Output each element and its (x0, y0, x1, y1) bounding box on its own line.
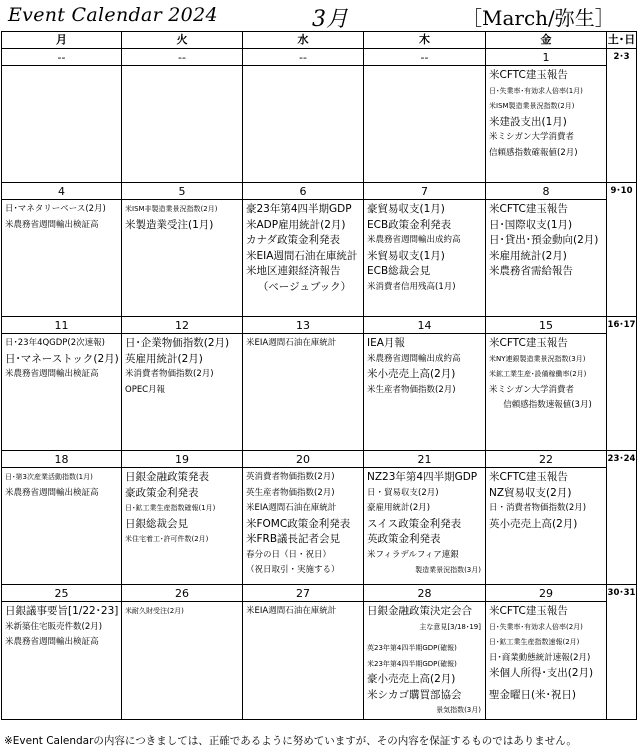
month-name-label: ［March/弥生］ (462, 6, 615, 30)
event-item: 米建設支出(1月) (489, 115, 567, 128)
event-item: 豪23年第4四半期GDP (246, 203, 352, 215)
day-cell (364, 585, 486, 720)
event-item: 米ADP雇用統計(2月) (246, 218, 346, 231)
date-number: -- (243, 49, 363, 66)
event-list (2, 200, 121, 233)
date-number: -- (364, 49, 485, 66)
date-number: 29 (486, 585, 606, 602)
event-item: 日･鉱工業生産指数確報(1月) (125, 504, 216, 512)
event-item: 日･失業率･有効求人倍率(2月) (489, 622, 583, 631)
date-number: 7 (364, 183, 485, 200)
event-item: 豪雇用統計(2月) (367, 503, 431, 513)
event-item: 聖金曜日(米･祝日) (489, 688, 576, 701)
event-item: 米農務省週間輸出成約高 (367, 235, 461, 245)
event-list (122, 602, 242, 620)
event-item: 米農務省需給報告 (489, 265, 573, 277)
day-cell (243, 49, 364, 183)
date-number: 4 (2, 183, 121, 200)
date-number: 26 (122, 585, 242, 602)
event-list (243, 602, 363, 620)
month-label: 3月 (312, 7, 348, 32)
event-list (243, 468, 363, 579)
day-cell (364, 183, 486, 317)
event-item: 米農務省週間輸出検証高 (5, 219, 99, 230)
event-list (122, 200, 242, 233)
calendar-header (0, 0, 638, 32)
event-item: 日銀総裁会見 (125, 517, 188, 530)
day-cell (364, 49, 486, 183)
date-number: 8 (486, 183, 606, 200)
event-item: 日･企業物価指数(2月) (125, 337, 230, 349)
event-item: IEA月報 (367, 337, 405, 349)
event-item: （祝日取引・実施する） (246, 565, 340, 575)
event-item: 米地区連銀経済報告 (246, 265, 341, 277)
event-item: （ベージュブック） (257, 280, 352, 293)
day-cell (486, 317, 607, 451)
event-item: 米消費者物価指数(2月) (125, 369, 214, 379)
calendar-title: Event Calendar 2024 (8, 4, 218, 26)
week-row (2, 317, 637, 451)
week-row (2, 49, 637, 183)
event-item: 米ミシガン大学消費者 (489, 132, 575, 142)
event-item: 米シカゴ購買部協会 (367, 688, 462, 701)
event-list (486, 200, 606, 280)
event-list (364, 602, 485, 719)
date-number: 1 (486, 49, 606, 66)
day-cell (364, 451, 486, 585)
event-item: 米農務省週間輸出成約高 (367, 353, 461, 364)
weekend-cell: 2･3 (607, 49, 637, 183)
event-item: 日･第3次産業活動指数(1月) (5, 473, 93, 481)
day-cell (486, 183, 607, 317)
date-number: 28 (364, 585, 485, 602)
date-number: 20 (243, 451, 363, 468)
event-list (122, 334, 242, 398)
event-list (486, 468, 606, 532)
event-item: 米鉱工業生産･設備稼働率(2月) (489, 370, 587, 378)
date-number: 22 (486, 451, 606, 468)
event-item: 英雇用統計(2月) (125, 352, 203, 365)
event-list (364, 200, 485, 295)
event-item: 米EIA週間石油在庫統計 (246, 338, 337, 348)
event-item: 米FRB議長記者会見 (246, 533, 341, 545)
calendar-grid (1, 31, 637, 720)
event-list (243, 200, 363, 295)
event-item: OPEC月報 (125, 384, 166, 395)
weekday-fri: 金 (486, 32, 607, 49)
day-cell (364, 317, 486, 451)
day-cell (2, 585, 122, 720)
event-item: 日･貸出･預金動向(2月) (489, 234, 599, 246)
event-item: ECB総裁会見 (367, 265, 431, 277)
event-item: 信頼感指数速報値(3月) (503, 400, 592, 410)
disclaimer-footnote: ※Event Calendarの内容につきましては、正確であるように努めていますが、その内容を保証するものではありません。 (4, 735, 577, 747)
event-item: NZ23年第4四半期GDP (367, 471, 478, 483)
day-cell (2, 451, 122, 585)
event-item: 日･鉱工業生産指数速報(2月) (489, 638, 580, 646)
date-number: 19 (122, 451, 242, 468)
event-item: 英政策金利発表 (367, 533, 441, 545)
event-item: 米CFTC建玉報告 (489, 471, 568, 483)
event-item: カナダ政策金利発表 (246, 234, 340, 246)
event-item: 主な意見[3/18･19] (419, 622, 481, 631)
event-item: 豪政策金利発表 (125, 486, 199, 499)
date-number: -- (122, 49, 242, 66)
weekend-cell: 23･24 (607, 451, 637, 585)
event-item: 米EIA週間石油在庫統計 (246, 249, 358, 262)
event-list (486, 66, 606, 161)
event-item: 日銀議事要旨[1/22･23] (5, 605, 119, 617)
event-item: 日銀金融政策決定会合 (367, 605, 472, 617)
day-cell (243, 317, 364, 451)
event-list (2, 602, 121, 651)
event-item: 米生産者物価指数(2月) (367, 384, 456, 395)
day-cell (122, 49, 243, 183)
event-item: 豪貿易収支(1月) (367, 203, 445, 215)
event-item: 米フィラデルフィア連銀 (367, 549, 459, 560)
event-list (2, 468, 121, 501)
event-list (122, 468, 242, 548)
date-number: 6 (243, 183, 363, 200)
date-number: 12 (122, 317, 242, 334)
event-item: 米CFTC建玉報告 (489, 203, 568, 215)
event-list (243, 334, 363, 352)
date-number: 14 (364, 317, 485, 334)
event-item: 米ISM製造業景況指数(2月) (489, 102, 575, 110)
event-item: スイス政策金利発表 (367, 517, 462, 530)
week-row (2, 183, 637, 317)
weekend-cell: 30･31 (607, 585, 637, 720)
event-item: 製造業景況指数(3月) (415, 566, 481, 574)
event-item: 米ミシガン大学消費者 (489, 384, 575, 395)
event-item: 米EIA週間石油在庫統計 (246, 503, 337, 513)
event-item: 豪小売売上高(2月) (367, 673, 456, 685)
date-number: 11 (2, 317, 121, 334)
event-item: 米農務省週間輸出検証高 (5, 487, 99, 498)
event-item: 英消費者物価指数(2月) (246, 472, 335, 482)
date-number: 15 (486, 317, 606, 334)
date-number: 13 (243, 317, 363, 334)
event-item: 米農務省週間輸出検証高 (5, 369, 99, 379)
day-cell (486, 585, 607, 720)
weekday-tue: 火 (122, 32, 243, 49)
event-item: 日・消費者物価指数(2月) (489, 503, 587, 513)
day-cell (486, 451, 607, 585)
event-item: ECB政策金利発表 (367, 218, 452, 231)
event-item: 米FOMC政策金利発表 (246, 517, 351, 530)
date-number: 18 (2, 451, 121, 468)
event-item: 日･マネタリーベース(2月) (5, 204, 106, 214)
event-item: 米CFTC建玉報告 (489, 605, 568, 617)
event-item: 日･国際収支(1月) (489, 218, 573, 231)
event-item: 米小売売上高(2月) (367, 368, 456, 380)
event-item: 景気指数(3月) (436, 706, 481, 714)
event-item: 米個人所得･支出(2月) (489, 667, 594, 679)
day-cell (2, 183, 122, 317)
event-item: 米農務省週間輸出検証高 (5, 637, 99, 647)
event-item: 英小売売上高(2月) (489, 517, 578, 530)
weekday-sat-sun: 土･日 (607, 32, 637, 49)
date-number: 21 (364, 451, 485, 468)
event-list (486, 334, 606, 414)
weekday-header-row (2, 32, 637, 49)
day-cell (2, 317, 122, 451)
event-item: 米23年第4四半期GDP(確報) (367, 659, 457, 668)
day-cell (122, 585, 243, 720)
event-item: 米雇用統計(2月) (489, 249, 567, 262)
day-cell (486, 49, 607, 183)
event-item: 日・貿易収支(2月) (367, 487, 439, 498)
event-list (364, 468, 485, 579)
event-item: 米耐久財受注(2月) (125, 607, 184, 615)
date-number: -- (2, 49, 121, 66)
event-list (2, 334, 121, 383)
event-item: 英生産者物価指数(2月) (246, 487, 335, 498)
date-number: 25 (2, 585, 121, 602)
week-row (2, 451, 637, 585)
event-item: 米貿易収支(1月) (367, 249, 445, 262)
weekend-cell: 16･17 (607, 317, 637, 451)
event-item: 春分の日（日・祝日） (246, 549, 332, 560)
weekday-mon: 月 (2, 32, 122, 49)
event-item: 信頼感指数確報値(2月) (489, 147, 578, 158)
day-cell (122, 183, 243, 317)
event-item: 米新築住宅販売件数(2月) (5, 621, 103, 632)
day-cell (243, 585, 364, 720)
weekday-wed: 水 (243, 32, 364, 49)
event-item: 米EIA週間石油在庫統計 (246, 606, 337, 616)
event-item: 日銀金融政策発表 (125, 471, 209, 483)
date-number: 27 (243, 585, 363, 602)
event-item: NZ貿易収支(2月) (489, 486, 572, 499)
day-cell (243, 451, 364, 585)
weekday-thu: 木 (364, 32, 486, 49)
event-item: 米NY連銀製造業景況指数(3月) (489, 354, 586, 363)
date-number: 5 (122, 183, 242, 200)
event-item: 米CFTC建玉報告 (489, 337, 568, 349)
day-cell (122, 317, 243, 451)
event-item: 日･マネーストック(2月) (5, 352, 119, 365)
event-item: 米ISM非製造業景況指数(2月) (125, 205, 218, 213)
event-list (364, 334, 485, 398)
event-item: 日･23年4QGDP(2次速報) (5, 338, 105, 348)
event-item: 米CFTC建玉報告 (489, 69, 568, 81)
event-item: 日･商業動態統計速報(2月) (489, 652, 591, 663)
event-item: 英23年第4四半期GDP(確報) (367, 644, 457, 652)
event-item: 米製造業受注(1月) (125, 218, 214, 231)
event-list (486, 602, 606, 703)
week-row (2, 585, 637, 720)
day-cell (122, 451, 243, 585)
event-item: 米消費者信用残高(1月) (367, 281, 456, 292)
weekend-cell: 9･10 (607, 183, 637, 317)
day-cell (243, 183, 364, 317)
day-cell (2, 49, 122, 183)
event-item: 米住宅着工･許可件数(2月) (125, 535, 209, 543)
event-item: 日･失業率･有効求人倍率(1月) (489, 86, 583, 95)
